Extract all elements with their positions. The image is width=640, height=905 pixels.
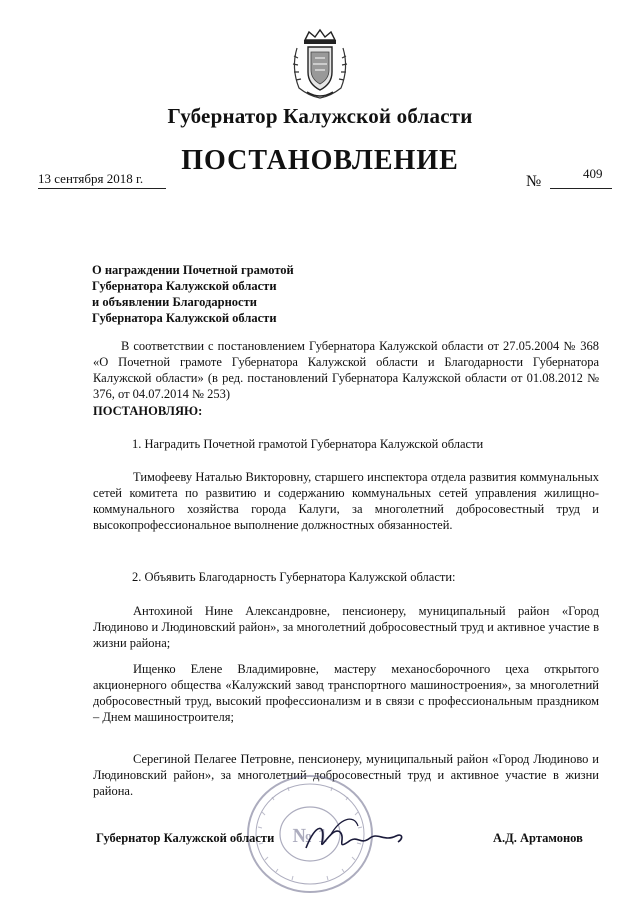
preamble-paragraph: В соответствии с постановлением Губернатора Калужской области от 27.05.2004 № 368 «О Почетной грамоте Губернатора Калужской области и Благодарности Губернатора Калужской области» (в ред. постановлений Губернатора Калужской области от 01.08.2012 № 376, от 04.07.2014 № 253) <box>93 339 599 401</box>
handwritten-signature <box>300 812 410 862</box>
document-number-underline <box>550 188 612 189</box>
resolve-heading: ПОСТАНОВЛЯЮ: <box>93 404 203 418</box>
document-date: 13 сентября 2018 г. <box>38 171 166 189</box>
thanks-paragraph: Серегиной Пелагее Петровне, пенсионеру, муниципальный район «Город Людиново и Людиновский район», за многолетний добросовестный труд и активное участие в жизни района. <box>93 752 599 798</box>
signatory-name: А.Д. Артамонов <box>493 831 583 845</box>
document-type-title: ПОСТАНОВЛЕНИЕ <box>181 145 459 176</box>
award-paragraph: Тимофееву Наталью Викторовну, старшего инспектора отдела развития коммунальных сетей комитета по развитию и содержанию коммунальных сетей управления жилищно-коммунального хозяйства города Калуги, за многолетний добросовестный труд и высокопрофессиональное выполнение должностных обязанностей. <box>93 470 599 532</box>
issuing-authority-title: Губернатор Калужской области <box>167 104 473 128</box>
document-subject <box>92 262 330 326</box>
document-number-label: № <box>526 173 542 190</box>
subject-line: Губернатора Калужской области <box>92 279 277 293</box>
document-number: 409 <box>583 166 603 181</box>
coat-of-arms-emblem <box>289 28 351 100</box>
subject-line: Губернатора Калужской области <box>92 311 277 325</box>
thanks-paragraph: Антохиной Нине Александровне, пенсионеру, муниципальный район «Город Людиново и Людиновский район», за многолетний добросовестный труд и активное участие в жизни района; <box>93 604 599 650</box>
item-1-heading: 1. Наградить Почетной грамотой Губернатора Калужской области <box>132 437 484 451</box>
subject-line: и объявлении Благодарности <box>92 295 257 309</box>
seal-number: № 1 <box>292 825 328 847</box>
thanks-paragraph: Ищенко Елене Владимировне, мастеру механосборочного цеха открытого акционерного общества «Калужский завод транспортного машиностроения», за многолетний добросовестный труд, высокий профессионализм и в связи с профессиональным праздником – Днем машиностроителя; <box>93 662 599 724</box>
subject-line: О награждении Почетной грамотой <box>92 263 294 277</box>
item-2-heading: 2. Объявить Благодарность Губернатора Калужской области: <box>132 570 456 584</box>
signatory-position: Губернатор Калужской области <box>96 831 275 845</box>
